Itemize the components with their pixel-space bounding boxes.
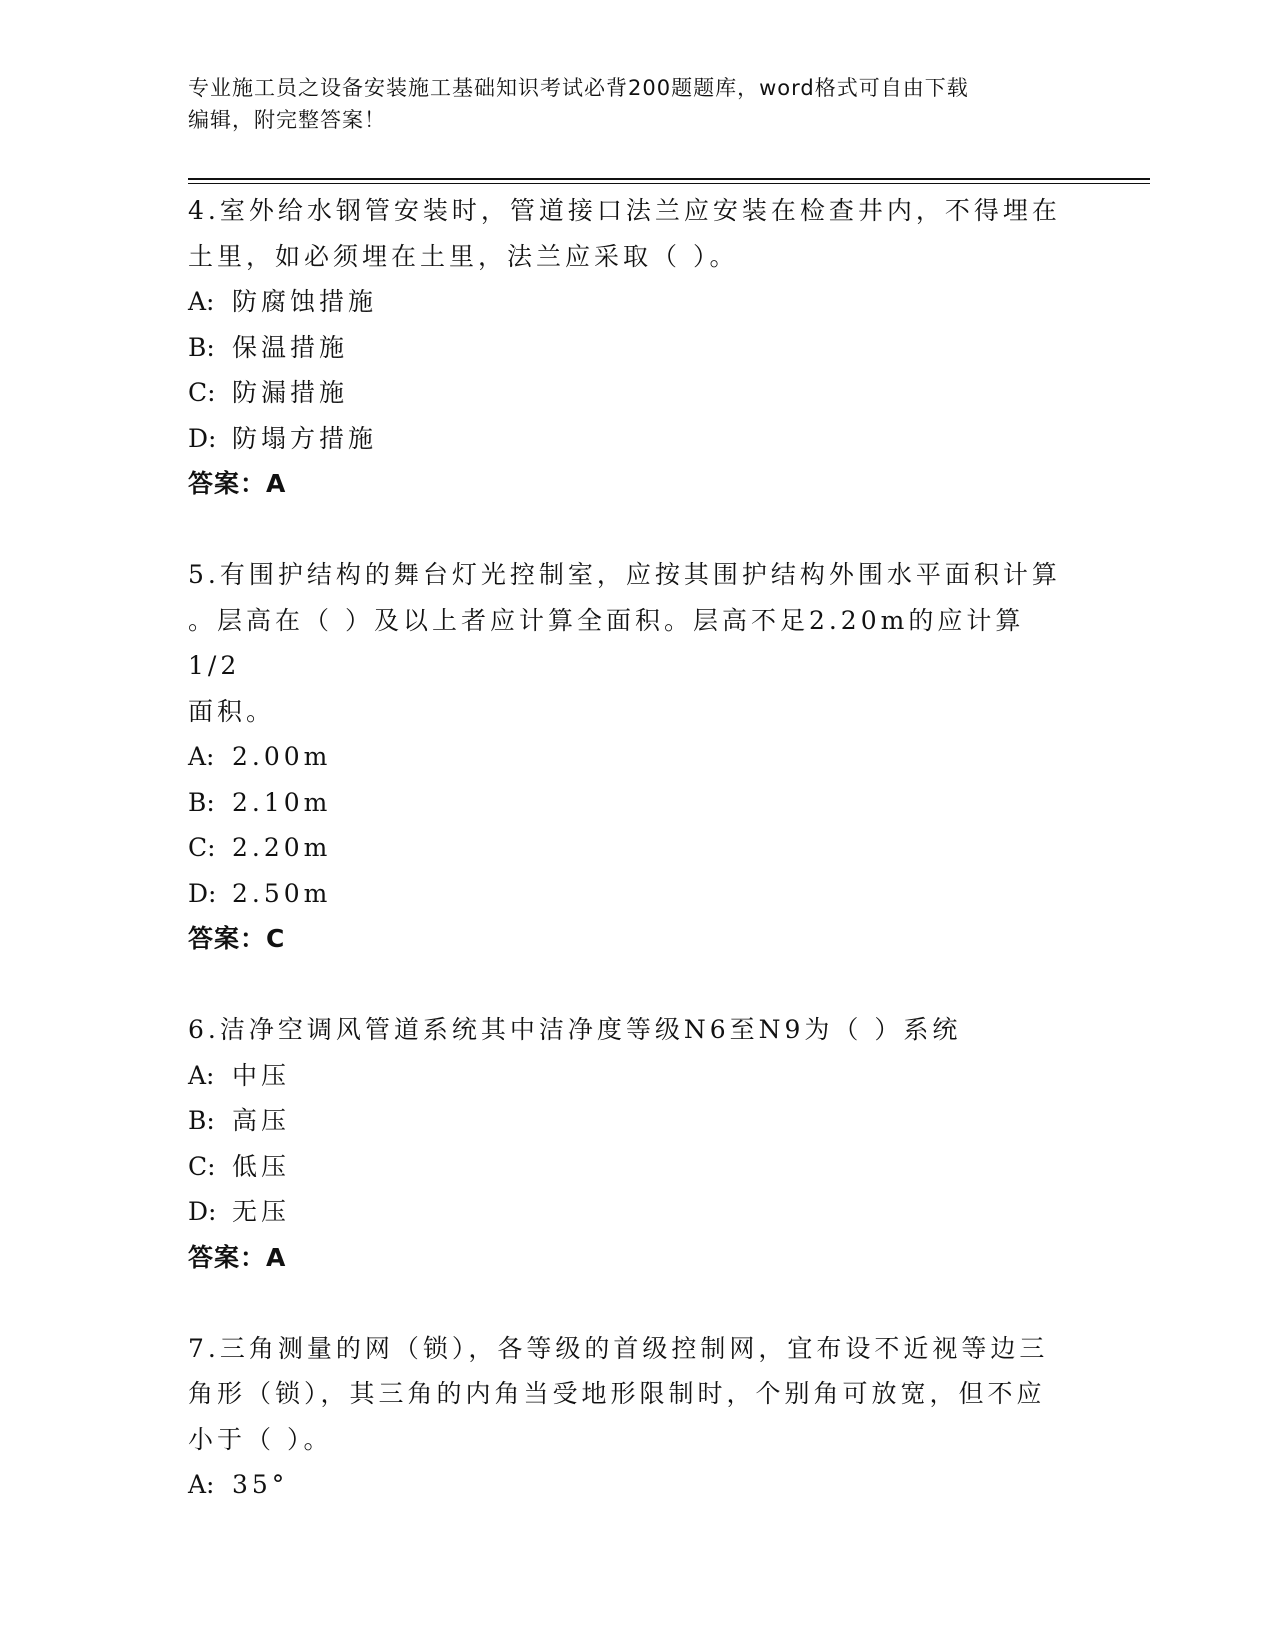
- question-spacer: [188, 962, 1068, 1008]
- option-letter: A:: [188, 1470, 215, 1499]
- option-text: 防塌方措施: [232, 423, 378, 453]
- document-header: [188, 72, 1068, 136]
- question-spacer: [188, 507, 1068, 553]
- question-6-option-c: [188, 1144, 1068, 1190]
- option-letter: A:: [188, 742, 215, 771]
- question-6-line-1: 6.洁净空调风管道系统其中洁净度等级N6至N9为（ ）系统: [188, 1015, 962, 1044]
- option-text: 保温措施: [232, 332, 349, 362]
- option-text: 防漏措施: [232, 378, 349, 407]
- option-text: 2.50m: [232, 878, 332, 908]
- question-5-option-b: [188, 780, 1068, 826]
- option-letter: B:: [188, 1106, 215, 1135]
- question-5-line-1: 5.有围护结构的舞台灯光控制室，应按其围护结构外围水平面积计算: [188, 560, 1061, 589]
- question-5-option-c: [188, 825, 1068, 871]
- option-letter: A:: [188, 1060, 215, 1090]
- option-letter: D:: [188, 423, 217, 453]
- question-7-line-2: 角形（锁），其三角的内角当受地形限制时，个别角可放宽，但不应: [188, 1379, 1046, 1408]
- question-4-answer: 答案：A: [188, 469, 287, 498]
- option-text: 2.20m: [232, 833, 332, 862]
- question-list: [188, 188, 1068, 1508]
- option-text: 高压: [232, 1106, 291, 1135]
- question-5-line-2: 。层高在（ ）及以上者应计算全面积。层高不足2.20m的应计算1/2: [188, 605, 1025, 680]
- question-spacer: [188, 1280, 1068, 1326]
- question-4-line-2: 土里，如必须埋在土里，法兰应采取（ ）。: [188, 241, 739, 271]
- option-text: 防腐蚀措施: [232, 287, 378, 316]
- option-text: 无压: [232, 1197, 291, 1226]
- question-block-4: [188, 188, 1068, 507]
- question-4-option-c: [188, 370, 1068, 416]
- option-text: 2.00m: [232, 742, 332, 771]
- header-line-1: 专业施工员之设备安装施工基础知识考试必背200题题库，word格式可自由下载: [188, 76, 969, 100]
- option-text: 2.10m: [232, 787, 332, 817]
- question-7-line-3: 小于（ ）。: [188, 1424, 333, 1454]
- option-text: 低压: [232, 1151, 291, 1181]
- question-6-option-a: [188, 1053, 1068, 1099]
- question-6-option-b: [188, 1098, 1068, 1144]
- header-line-2: 编辑，附完整答案！: [188, 108, 386, 132]
- question-6-option-d: [188, 1189, 1068, 1235]
- question-4-option-a: [188, 279, 1068, 325]
- question-4-line-1: 4.室外给水钢管安装时，管道接口法兰应安装在检查井内，不得埋在: [188, 196, 1061, 225]
- question-7-option-a: [188, 1462, 1068, 1508]
- option-letter: A:: [188, 287, 215, 316]
- option-text: 中压: [232, 1060, 291, 1090]
- option-text: 35°: [232, 1470, 289, 1499]
- question-5-option-a: [188, 734, 1068, 780]
- header-divider-thin: [188, 183, 1150, 184]
- question-7-line-1: 7.三角测量的网（锁），各等级的首级控制网，宜布设不近视等边三: [188, 1333, 1049, 1363]
- question-block-5: [188, 552, 1068, 962]
- question-5-answer: 答案：C: [188, 924, 286, 953]
- option-letter: D:: [188, 1197, 217, 1226]
- question-block-6: [188, 1007, 1068, 1280]
- option-letter: C:: [188, 1151, 216, 1181]
- option-letter: C:: [188, 378, 216, 407]
- option-letter: B:: [188, 332, 215, 362]
- question-5-line-3: 面积。: [188, 696, 276, 726]
- option-letter: D:: [188, 878, 217, 908]
- option-letter: C:: [188, 833, 216, 862]
- header-divider-thick: [188, 178, 1150, 180]
- question-block-7: [188, 1326, 1068, 1508]
- question-4-option-d: [188, 416, 1068, 462]
- option-letter: B:: [188, 787, 215, 817]
- question-4-option-b: [188, 325, 1068, 371]
- question-5-option-d: [188, 871, 1068, 917]
- question-6-answer: 答案：A: [188, 1242, 287, 1272]
